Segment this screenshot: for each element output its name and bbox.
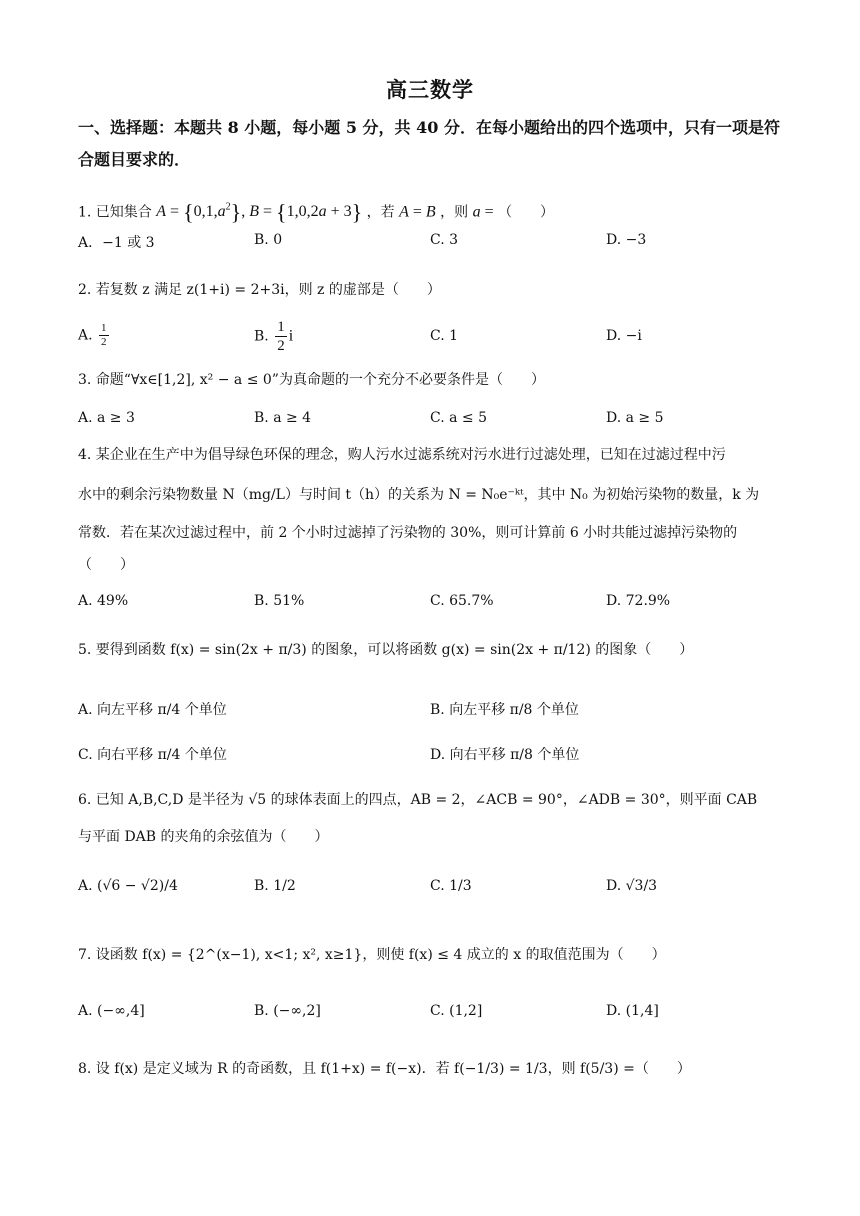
q1-stem-text-3: ，则 [440, 204, 469, 221]
question-6-line-1: 6. 已知 A,B,C,D 是半径为 √5 的球体表面上的四点，AB = 2，∠ACB = 90°，∠ADB = 30°，则平面 CAB [78, 792, 758, 808]
question-4-line-2: 水中的剩余污染物数量 N（mg/L）与时间 t（h）的关系为 N = N₀e⁻ᵏᵗ，其中 N₀ 为初始污染物的数量，k 为 [78, 487, 760, 503]
q1-condition: A = B [399, 203, 436, 221]
page-title: 高三数学 [386, 77, 474, 102]
question-8-stem: 8. 设 f(x) 是定义域为 R 的奇函数，且 f(1+x) = f(−x)．若 f(−1/3) = 1/3，则 f(5/3) =（ ） [78, 1061, 691, 1077]
q2-option-a-label: A. [78, 327, 93, 344]
q1-option-b[interactable]: B. 0 [254, 232, 283, 248]
q3-option-d[interactable]: D. a ≥ 5 [606, 410, 664, 426]
q2-option-b-label: B. [254, 328, 269, 345]
q6-option-b[interactable]: B. 1/2 [254, 878, 296, 894]
question-7-stem: 7. 设函数 f(x) = {2^(x−1), x<1; x², x≥1}，则使 f(x) ≤ 4 成立的 x 的取值范围为（ ） [78, 947, 666, 963]
q2-option-b-fraction: $\frac{1}{2}$ [277, 319, 285, 354]
q2-option-a-fraction: $\frac{1}{2}$ [101, 322, 107, 348]
question-1-stem [78, 194, 788, 227]
q3-option-b[interactable]: B. a ≥ 4 [254, 410, 312, 426]
q4-option-b[interactable]: B. 51% [254, 593, 305, 609]
q2-option-a[interactable] [78, 322, 111, 349]
q2-option-d[interactable]: D. −i [606, 328, 642, 344]
q6-option-d[interactable]: D. √3/3 [606, 878, 658, 894]
q2-option-b[interactable]: B. $\frac{1}{2}$ i [254, 319, 294, 354]
question-4-line-1: 4. 某企业在生产中为倡导绿色环保的理念，购人污水过滤系统对污水进行过滤处理，已知在过滤过程中污 [78, 447, 726, 463]
question-4-line-4: （ ） [78, 557, 134, 573]
q4-option-d[interactable]: D. 72.9% [606, 593, 671, 609]
section-heading: 一、选择题：本题共 8 小题，每小题 5 分，共 40 分．在每小题给出的四个选项中，只有一项是符合题目要求的． [78, 118, 780, 169]
q1-paren: （ ） [498, 204, 555, 221]
q1-stem-text-2: ，若 [366, 204, 395, 221]
q1-set-expression: $A = \{0,1,a^2\}$, B = {1,0,2a + 3} [156, 199, 363, 225]
q1-option-c[interactable]: C. 3 [430, 232, 459, 248]
q6-option-a[interactable]: A. (√6 − √2)/4 [78, 878, 178, 894]
q7-option-c[interactable]: C. (1,2] [430, 1003, 483, 1019]
q1-ask: a = [472, 203, 494, 221]
question-5-stem: 5. 要得到函数 f(x) = sin(2x + π/3) 的图象，可以将函数 g(x) = sin(2x + π/12) 的图象（ ） [78, 642, 694, 658]
q7-option-a[interactable]: A. (−∞,4] [78, 1003, 145, 1019]
q5-option-d[interactable]: D. 向右平移 π/8 个单位 [430, 747, 580, 763]
q1-option-a[interactable]: A．−1 或 3 [78, 235, 155, 251]
q3-option-a[interactable]: A. a ≥ 3 [78, 410, 135, 426]
q5-option-b[interactable]: B. 向左平移 π/8 个单位 [430, 702, 579, 718]
q5-option-c[interactable]: C. 向右平移 π/4 个单位 [78, 747, 227, 763]
q4-option-c[interactable]: C. 65.7% [430, 593, 494, 609]
q1-option-d[interactable]: D. −3 [606, 232, 647, 248]
q5-option-a[interactable]: A. 向左平移 π/4 个单位 [78, 702, 227, 718]
q7-option-b[interactable]: B. (−∞,2] [254, 1003, 321, 1019]
question-3-stem: 3. 命题“∀x∈[1,2], x² − a ≤ 0”为真命题的一个充分不必要条件是（ ） [78, 372, 545, 388]
q1-stem-text: 1. 已知集合 [78, 204, 152, 221]
q3-option-c[interactable]: C. a ≤ 5 [430, 410, 487, 426]
q4-option-a[interactable]: A. 49% [78, 593, 129, 609]
q2-option-c[interactable]: C. 1 [430, 328, 459, 344]
question-6-line-2: 与平面 DAB 的夹角的余弦值为（ ） [78, 829, 329, 845]
question-2-stem: 2. 若复数 z 满足 z(1+i) = 2+3i，则 z 的虚部是（ ） [78, 282, 441, 298]
question-4-line-3: 常数．若在某次过滤过程中，前 2 个小时过滤掉了污染物的 30%，则可计算前 6 小时共能过滤掉污染物的 [78, 525, 738, 541]
q7-option-d[interactable]: D. (1,4] [606, 1003, 659, 1019]
q6-option-c[interactable]: C. 1/3 [430, 878, 472, 894]
